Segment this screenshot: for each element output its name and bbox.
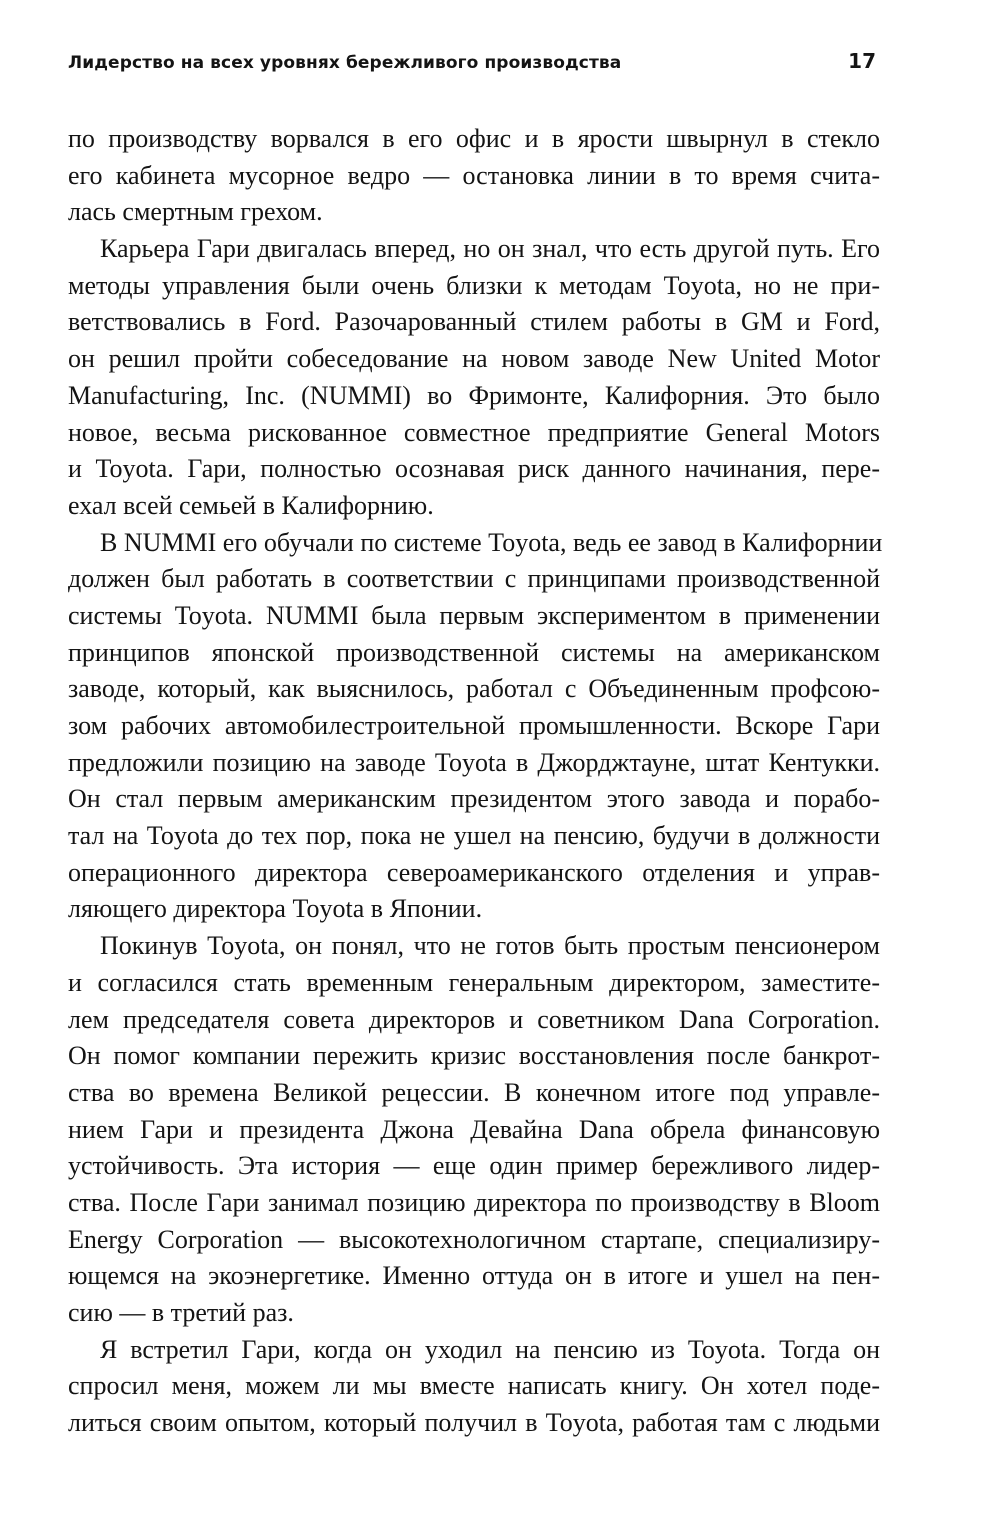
- text-line: Карьера Гари двигалась вперед, но он знал, что есть другой путь. Его: [100, 234, 880, 264]
- text-line: лась смертным грехом.: [68, 197, 323, 227]
- text-line: спросил меня, можем ли мы вместе написать книгу. Он хотел поде-: [68, 1371, 880, 1401]
- text-line: системы Toyota. NUMMI была первым экспериментом в применении: [68, 600, 880, 630]
- text-line: его кабинета мусорное ведро — остановка линии в то время счита-: [68, 160, 880, 190]
- text-line: ства во времена Великой рецессии. В конечном итоге под управле-: [68, 1077, 880, 1107]
- text-line: заводе, который, как выяснилось, работал с Объединенным профсою-: [68, 674, 880, 704]
- text-line: и согласился стать временным генеральным директором, заместите-: [68, 967, 880, 997]
- text-line: операционного директора североамериканского отделения и управ-: [68, 857, 880, 887]
- text-line: должен был работать в соответствии с принципами производственной: [68, 564, 880, 594]
- text-line: Покинув Toyota, он понял, что не готов быть простым пенсионером: [100, 931, 880, 961]
- text-line: новое, весьма рискованное совместное предприятие General Motors: [68, 417, 880, 447]
- paragraph-1: [68, 121, 880, 231]
- page-number: 17: [848, 49, 876, 73]
- text-line: по производству ворвался в его офис и в ярости швырнул в стекло: [68, 124, 880, 153]
- text-line: предложили позицию на заводе Toyota в Джорджтауне, штат Кентукки.: [68, 747, 880, 777]
- text-line: ства. После Гари занимал позицию директора по производству в Bloom: [68, 1187, 880, 1217]
- text-line: ветствовались в Ford. Разочарованный стилем работы в GM и Ford,: [68, 307, 880, 337]
- text-line: ехал всей семьей в Калифорнию.: [68, 490, 434, 520]
- text-line: зом рабочих автомобилестроительной промышленности. Вскоре Гари: [68, 711, 880, 740]
- text-line: тал на Toyota до тех пор, пока не ушел на пенсию, будучи в должности: [68, 821, 880, 851]
- text-line: Он стал первым американским президентом этого завода и порабо-: [68, 784, 880, 814]
- text-line: и Toyota. Гари, полностью осознавая риск данного начинания, пере-: [68, 454, 880, 484]
- text-line: методы управления были очень близки к методам Toyota, но не при-: [68, 270, 880, 300]
- text-line: ляющего директора Toyota в Японии.: [68, 894, 483, 924]
- text-line: Он помог компании пережить кризис восстановления после банкрот-: [68, 1041, 880, 1071]
- paragraph-2: [68, 231, 880, 525]
- text-line: Manufacturing, Inc. (NUMMI) во Фримонте, Калифорния. Это было: [68, 380, 880, 410]
- text-line: ющемся на экоэнергетике. Именно оттуда он в итоге и ушел на пен-: [68, 1261, 880, 1291]
- text-line: лем председателя совета директоров и советником Dana Corporation.: [68, 1004, 880, 1034]
- text-line: литься своим опытом, который получил в Toyota, работая там с людьми: [68, 1408, 880, 1438]
- running-title: Лидерство на всех уровнях бережливого производства: [68, 53, 622, 73]
- paragraph-5: [68, 1332, 880, 1442]
- text-line: Я встретил Гари, когда он уходил на пенсию из Toyota. Тогда он: [100, 1334, 880, 1364]
- text-line: сию — в третий раз.: [68, 1298, 294, 1327]
- text-line: В NUMMI его обучали по системе Toyota, ведь ее завод в Калифорнии: [100, 527, 883, 557]
- paragraph-3: [68, 525, 883, 929]
- text-line: устойчивость. Эта история — еще один пример бережливого лидер-: [68, 1151, 880, 1181]
- text-line: принципов японской производственной системы на американском: [68, 637, 880, 667]
- text-line: Energy Corporation — высокотехнологичном стартапе, специализиру-: [68, 1224, 880, 1254]
- paragraph-4: [68, 928, 880, 1332]
- running-head: [68, 49, 876, 77]
- text-line: нием Гари и президента Джона Девайна Dana обрела финансовую: [68, 1114, 880, 1144]
- body-text: [68, 121, 883, 1442]
- text-line: он решил пройти собеседование на новом заводе New United Motor: [68, 344, 880, 374]
